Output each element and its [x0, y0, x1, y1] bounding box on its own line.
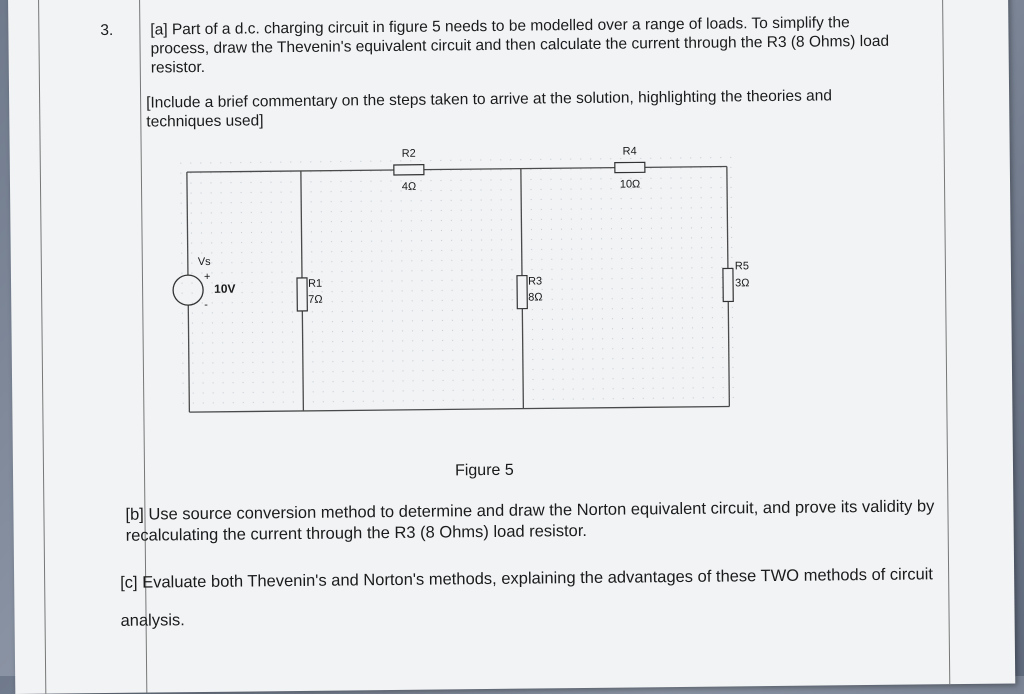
resistor-r2-icon	[394, 165, 424, 175]
figure-caption: Figure 5	[454, 461, 514, 480]
r3-name: R3	[527, 275, 543, 288]
source-minus-sign: -	[204, 298, 209, 311]
r4-name: R4	[622, 145, 637, 158]
question-part-c: [c] Evaluate both Thevenin's and Norton's methods, explaining the advantages of these TWO methods of circuit analysis.	[120, 565, 934, 630]
source-plus-sign: +	[203, 270, 211, 283]
worksheet-page	[8, 0, 1015, 694]
resistor-r1-icon	[297, 278, 307, 311]
resistor-r5-icon	[723, 268, 733, 301]
r2-value: 4Ω	[401, 180, 417, 193]
r5-name: R5	[734, 260, 750, 273]
question-number: 3.	[100, 21, 114, 40]
source-label: Vs	[197, 255, 211, 269]
question-part-a: [a] Part of a d.c. charging circuit in figure 5 needs to be modelled over a range of loads. To simplify the process, draw the Thevenin's equivalent circuit and then calculate the current through the R3 (8 Ohms) load resistor.	[150, 14, 890, 77]
question-part-b: [b] Use source conversion method to determine and draw the Norton equivalent circuit, and prove its validity by recalculating the current through the R3 (8 Ohms) load resistor.	[125, 497, 935, 545]
circuit-diagram-figure-5	[150, 136, 753, 442]
r2-name: R2	[401, 147, 416, 160]
margin-line-left	[38, 0, 46, 694]
resistor-r3-icon	[517, 276, 527, 309]
resistor-r4-icon	[615, 162, 645, 172]
source-value: 10V	[214, 281, 236, 296]
r1-name: R1	[307, 277, 323, 290]
grid-background	[180, 156, 743, 412]
r3-value: 8Ω	[528, 291, 543, 304]
margin-line-right	[942, 0, 950, 684]
r5-value: 3Ω	[735, 277, 750, 290]
r4-value: 10Ω	[619, 178, 641, 191]
r1-value: 7Ω	[308, 293, 323, 306]
commentary-instruction: [Include a brief commentary on the steps taken to arrive at the solution, highlighting the theories and techniques used]	[146, 87, 833, 131]
